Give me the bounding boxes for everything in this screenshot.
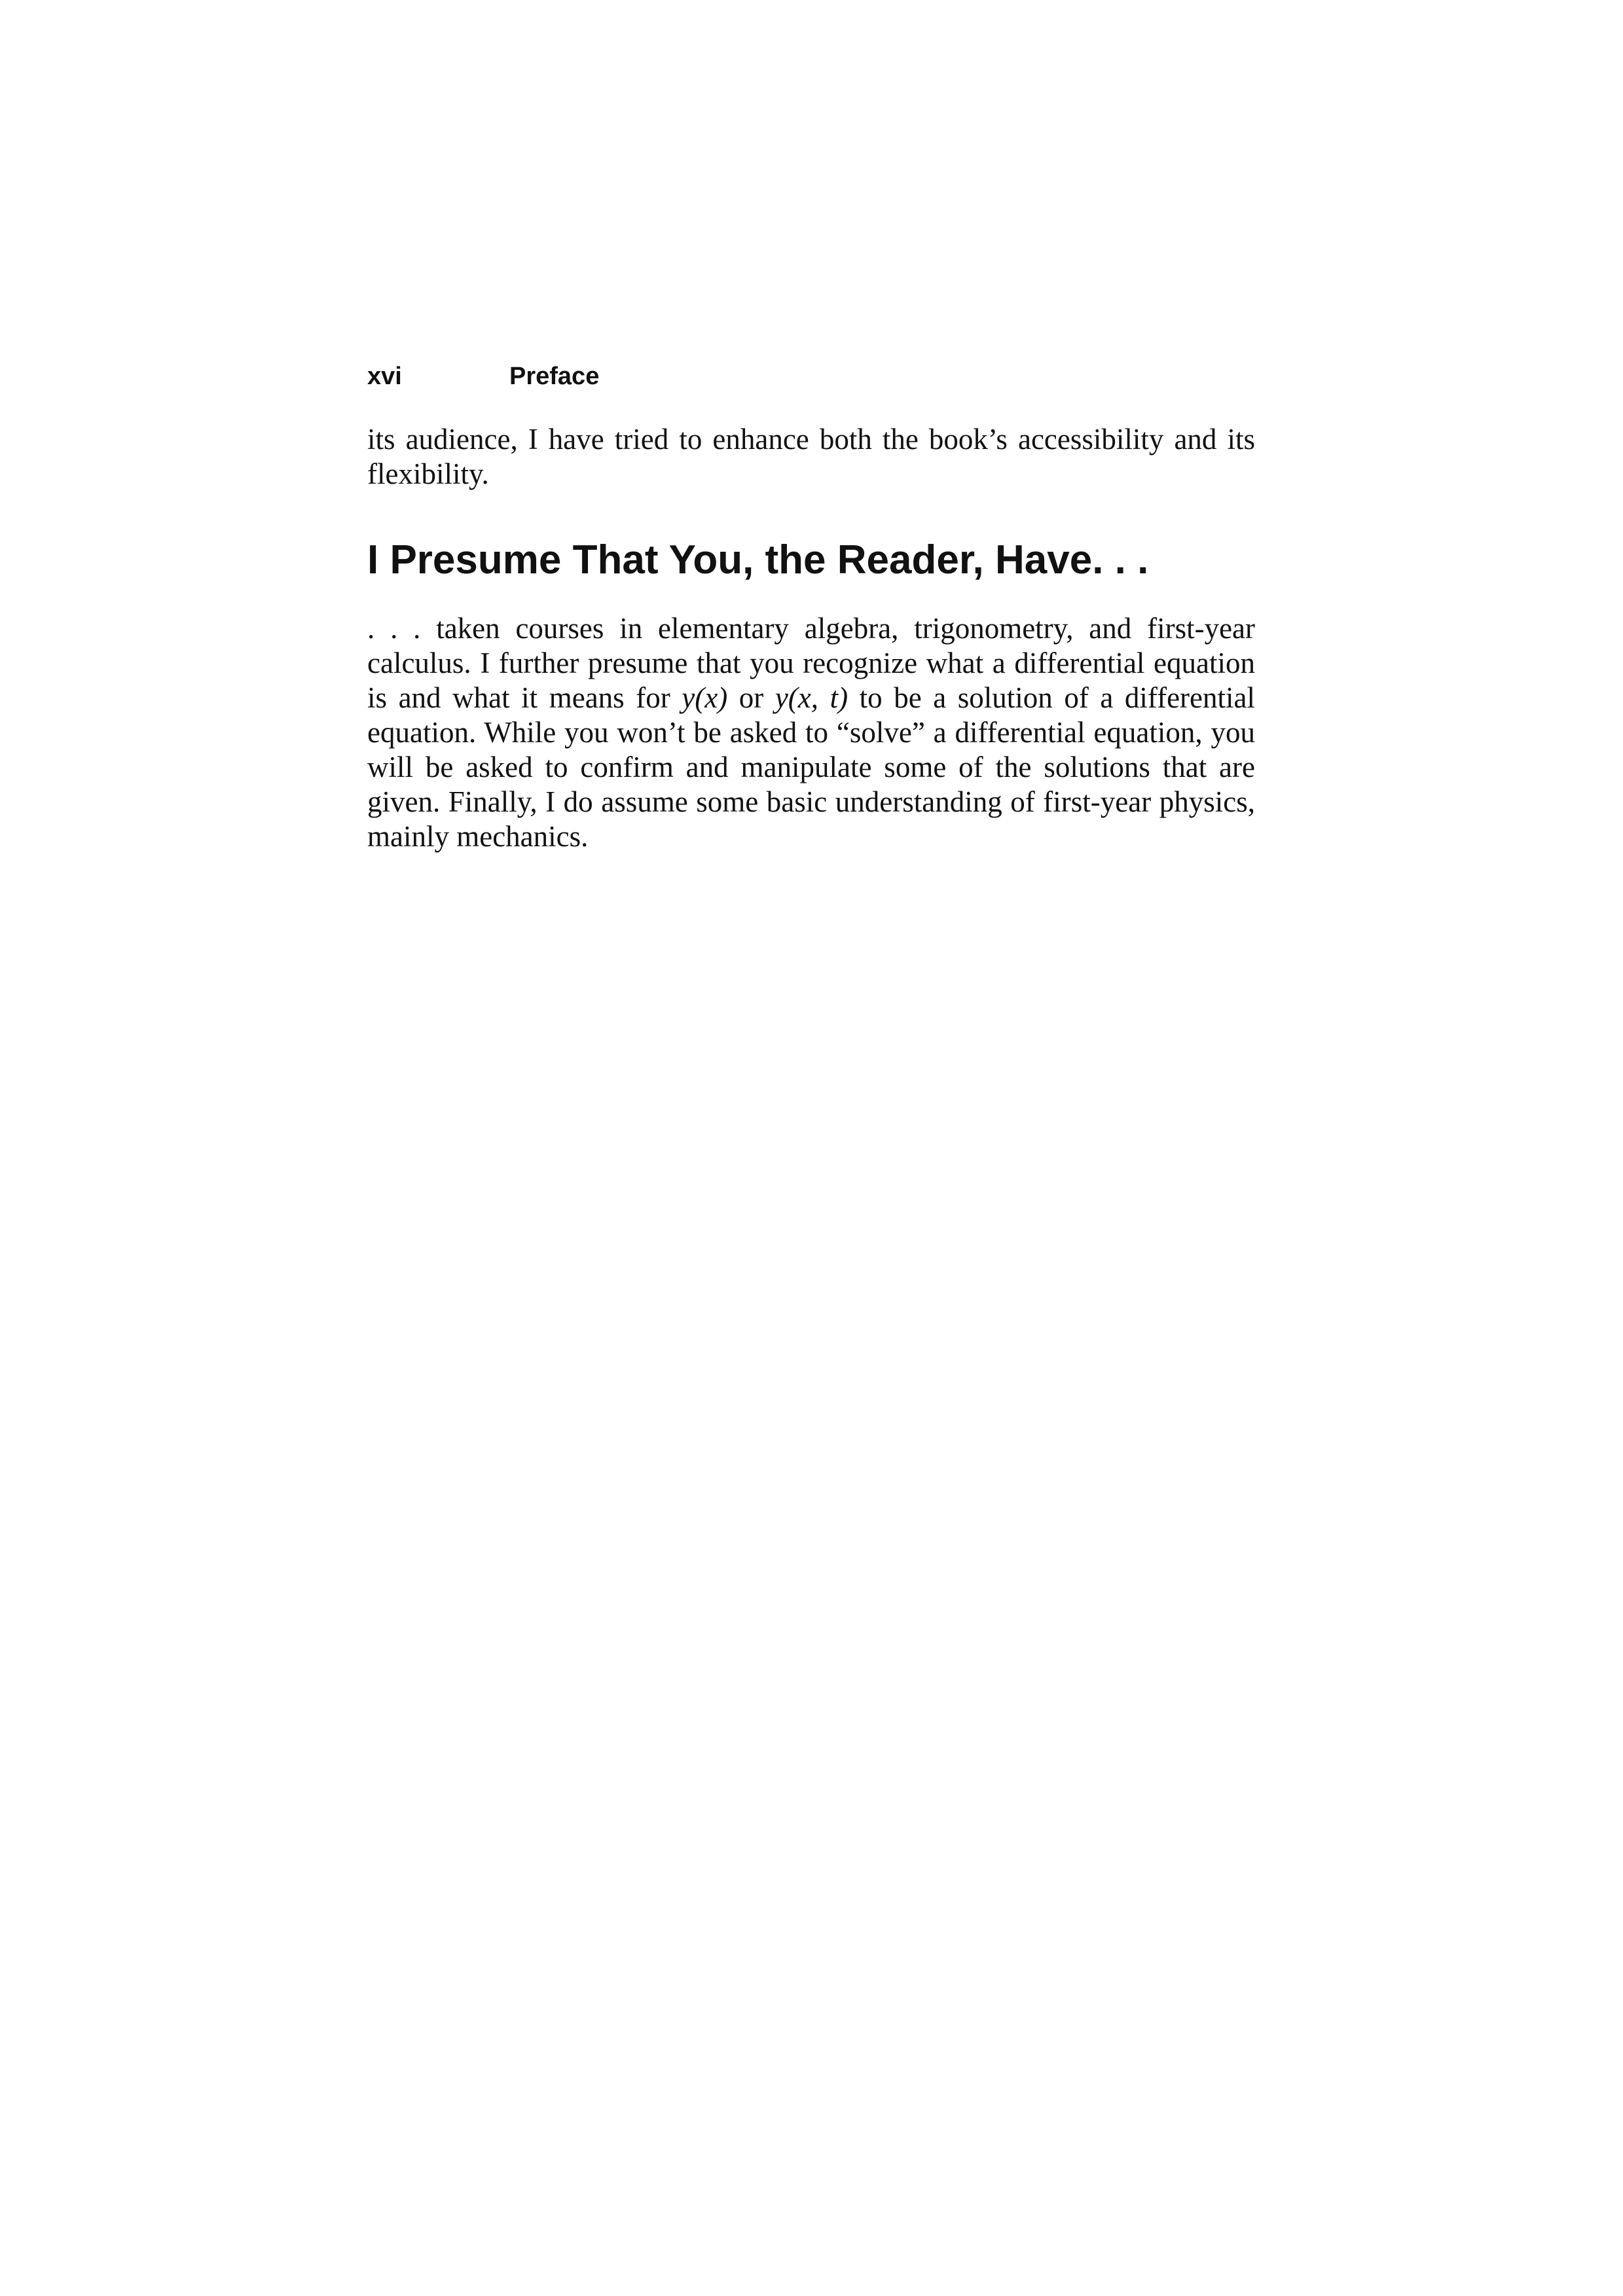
paragraph-text-part-1: . . . taken courses in elementary algebra, trigonometry, and first-year calculus. I further presume that you recognize what a differential equation is and what it means for [367, 612, 1255, 714]
paragraph-intro: its audience, I have tried to enhance both the book’s accessibility and its flexibility. [367, 423, 1255, 490]
section-heading: I Presume That You, the Reader, Have. . . [367, 537, 1149, 583]
math-expression-y-of-x-t: y(x, t) [775, 681, 848, 714]
math-expression-y-of-x: y(x) [682, 681, 728, 714]
book-page [367, 357, 1255, 854]
paragraph-text-part-2: or [727, 681, 775, 714]
running-head [367, 357, 1255, 396]
paragraph-presumptions [367, 611, 1255, 854]
paragraph-text-part-3: to be a solution of a differential equation. While you won’t be asked to “solve” a differential equation, you will be asked to confirm and manipulate some of the solutions that are given. Finally, I do assume some basic understanding of first-year physics, mainly mechanics. [367, 681, 1255, 853]
running-head-title: Preface [509, 363, 600, 390]
page-number: xvi [367, 363, 402, 390]
